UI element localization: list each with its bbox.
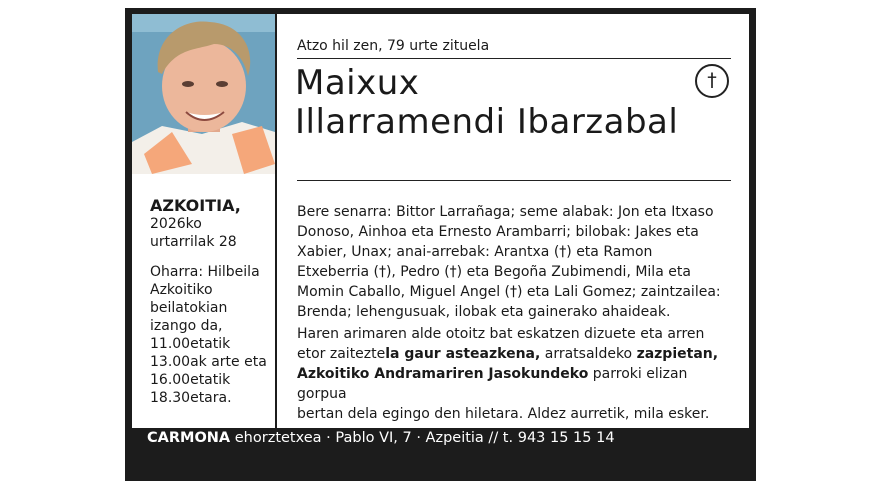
family-line: Xabier, Unax; anai-arrebak: Arantxa (†) eta Ramon (297, 244, 653, 260)
town-name: AZKOITIA, (150, 196, 241, 215)
ceremony-text: arratsaldeko (540, 346, 637, 362)
note-line: 11.00etatik (150, 336, 231, 352)
note-line: Azkoitiko (150, 282, 213, 298)
ceremony-text: etor zaitezte (297, 346, 386, 362)
date-line: 2026ko (150, 216, 202, 232)
date-line: urtarrilak 28 (150, 234, 237, 250)
name-divider (297, 180, 731, 181)
obituary-card (125, 8, 756, 481)
family-line: Etxeberria (†), Pedro (†) eta Begoña Zubimendi, Mila eta (297, 264, 691, 280)
family-line: Bere senarra: Bittor Larrañaga; seme alabak: Jon eta Itxaso (297, 204, 714, 220)
funeral-home-brand: CARMONA (147, 430, 231, 446)
ceremony-line: bertan dela egingo den hiletara. Aldez aurretik, mila esker. (297, 406, 710, 422)
family-line: Momin Caballo, Miguel Angel (†) eta Lali Gomez; zaintzailea: (297, 284, 721, 300)
note-line: beilatokian (150, 300, 228, 316)
family-paragraph (297, 202, 737, 322)
funeral-home-footer (147, 429, 615, 447)
ceremony-text: parroki elizan gorpua (297, 366, 688, 402)
cross-icon: † (695, 64, 729, 98)
note-line: 13.00ak arte eta (150, 354, 267, 370)
ceremony-line (297, 344, 737, 364)
death-notice-line: Atzo hil zen, 79 urte zituela (297, 38, 490, 54)
ceremony-paragraph (297, 324, 737, 424)
family-line: Donoso, Ainhoa eta Ernesto Arambarri; bilobak: Jakes eta (297, 224, 699, 240)
surname: Illarramendi Ibarzabal (295, 102, 679, 142)
left-column (132, 14, 275, 428)
church-name: Azkoitiko Andramariren Jasokundeko (297, 366, 589, 382)
funeral-home-contact: ehorztetxea · Pablo VI, 7 · Azpeitia // t. 943 15 15 14 (230, 430, 615, 446)
note-line: Oharra: Hilbeila (150, 264, 260, 280)
left-text-block (150, 196, 275, 407)
wake-note (150, 263, 275, 407)
ceremony-day: la gaur asteazkena, (385, 346, 541, 362)
right-column (277, 14, 749, 428)
ceremony-time: zazpietan, (636, 346, 719, 362)
portrait-photo (132, 14, 275, 174)
note-line: 18.30etara. (150, 390, 232, 406)
portrait-illustration (132, 14, 275, 174)
family-line: Brenda; lehengusuak, ilobak eta gainerako ahaideak. (297, 304, 671, 320)
note-line: 16.00etatik (150, 372, 231, 388)
ceremony-line (297, 364, 737, 404)
note-line: izango da, (150, 318, 223, 334)
ceremony-line: Haren arimaren alde otoitz bat eskatzen dizuete eta arren (297, 326, 705, 342)
top-divider (297, 58, 731, 59)
first-name: Maixux (295, 63, 420, 103)
